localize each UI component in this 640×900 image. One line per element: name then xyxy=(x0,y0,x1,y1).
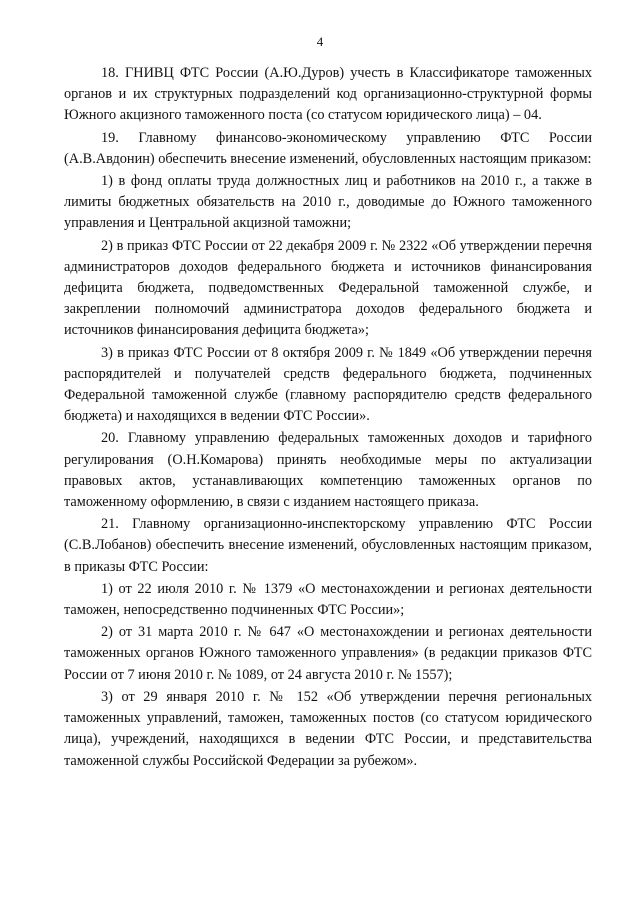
paragraph-21: 21. Главному организационно-инспекторскому управлению ФТС России (С.В.Лобанов) обеспечить внесение изменений, обусловленных настоящим приказом, в приказы ФТС России: xyxy=(64,516,592,575)
document-body xyxy=(64,63,592,773)
paragraph-18: 18. ГНИВЦ ФТС России (А.Ю.Дуров) учесть в Классификаторе таможенных органов и их структурных подразделений код организационно-структурной формы Южного акцизного таможенного поста (со статусом юридического лица) – 04. xyxy=(64,65,592,124)
page-number: 4 xyxy=(316,34,324,49)
paragraph-21-item-1: 1) от 22 июля 2010 г. № 1379 «О местонахождении и регионах деятельности таможен, непосредственно подчиненных ФТС России»; xyxy=(64,580,592,619)
paragraph-19-item-1: 1) в фонд оплаты труда должностных лиц и работников на 2010 г., а также в лимиты бюджетных обязательств на 2010 г., доводимые до Южного таможенного управления и Центральной акцизной таможни; xyxy=(64,173,592,232)
paragraph-19-item-3: 3) в приказ ФТС России от 8 октября 2009 г. № 1849 «Об утверждении перечня распорядителей и получателей средств федерального бюджета, подчиненных Федеральной таможенной службе (главному распорядителю средств федерального бюджета) и находящихся в ведении ФТС России». xyxy=(64,344,592,425)
paragraph-21-item-2: 2) от 31 марта 2010 г. № 647 «О местонахождении и регионах деятельности таможенных органов Южного таможенного управления» (в редакции приказов ФТС России от 7 июня 2010 г. № 1089, от 24 августа 2010 г. № 1557); xyxy=(64,624,592,683)
paragraph-21-item-3: 3) от 29 января 2010 г. № 152 «Об утверждении перечня региональных таможенных управлений, таможен, таможенных постов (со статусом юридического лица), учреждений, находящихся в ведении ФТС России, и представительства таможенной службы Российской Федерации за рубежом». xyxy=(64,688,592,769)
paragraph-20: 20. Главному управлению федеральных таможенных доходов и тарифного регулирования (О.Н.Комарова) принять необходимые меры по актуализации правовых актов, устанавливающих компетенцию таможенных органов по таможенному оформлению, в связи с изданием настоящего приказа. xyxy=(64,430,592,511)
paragraph-19: 19. Главному финансово-экономическому управлению ФТС России (А.В.Авдонин) обеспечить внесение изменений, обусловленных настоящим приказом: xyxy=(64,129,592,167)
paragraph-19-item-2: 2) в приказ ФТС России от 22 декабря 2009 г. № 2322 «Об утверждении перечня администраторов доходов федерального бюджета и источников финансирования дефицита бюджета, подведомственных Федеральной таможенной службе, и закреплении полномочий администратора доходов федерального бюджета и источников финансирования дефицита бюджета»; xyxy=(64,237,592,339)
